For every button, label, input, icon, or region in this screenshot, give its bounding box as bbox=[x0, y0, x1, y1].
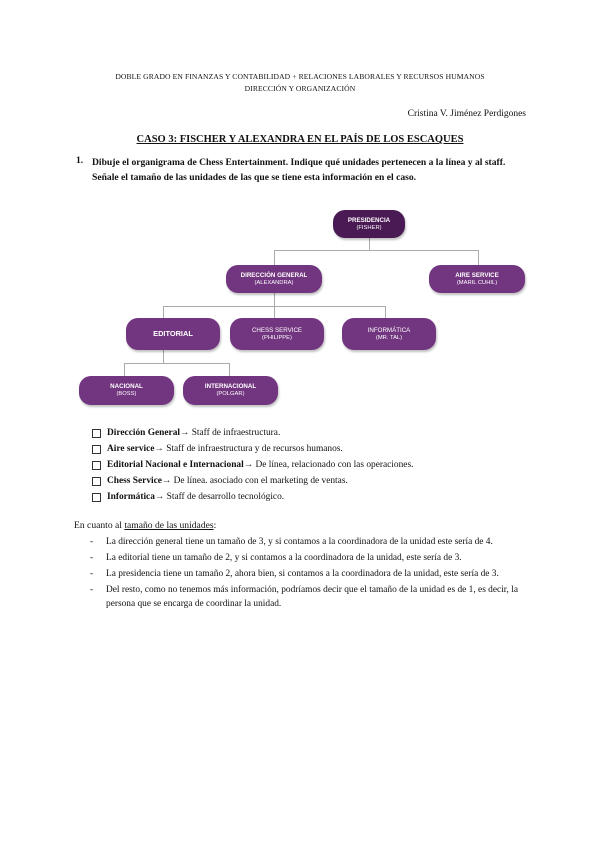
node-internacional: INTERNACIONAL (POLGAR) bbox=[183, 376, 278, 405]
connector bbox=[163, 350, 164, 363]
header-line-2: DIRECCIÓN Y ORGANIZACIÓN bbox=[244, 84, 356, 93]
connector bbox=[385, 306, 386, 318]
connector bbox=[369, 238, 370, 250]
connector bbox=[124, 363, 125, 376]
connector bbox=[478, 250, 479, 265]
node-chess-service: CHESS SERVICE (PHILIPPE) bbox=[230, 318, 324, 350]
question-number: 1. bbox=[76, 155, 84, 166]
checklist-item: Dirección General → Staff de infraestructura. bbox=[92, 425, 413, 441]
connector bbox=[229, 363, 230, 376]
connector bbox=[274, 293, 275, 306]
node-aire-service: AIRE SERVICE (MARIL CUHIL) bbox=[429, 265, 525, 293]
connector bbox=[124, 363, 230, 364]
connector bbox=[274, 306, 275, 318]
node-informatica: INFORMÁTICA (MR. TAL) bbox=[342, 318, 436, 350]
list-item: - La editorial tiene un tamaño de 2, y si contamos a la coordinadora de la unidad, este sería de 3. bbox=[90, 553, 462, 563]
checklist-item: Editorial Nacional e Internacional → De línea, relacionado con las operaciones. bbox=[92, 457, 413, 473]
sizes-list bbox=[90, 535, 530, 613]
list-item: - La dirección general tiene un tamaño de 3, y si contamos a la coordinadora de la unidad este sería de 4. bbox=[90, 537, 493, 547]
list-item: - La presidencia tiene un tamaño 2, ahora bien, si contamos a la coordinadora de la unidad, este sería de 3. bbox=[90, 569, 499, 579]
checklist-item: Chess Service → De línea. asociado con el marketing de ventas. bbox=[92, 473, 413, 489]
page-title: CASO 3: FISCHER Y ALEXANDRA EN EL PAÍS DE LOS ESCAQUES bbox=[136, 134, 464, 145]
checklist-item: Informática → Staff de desarrollo tecnológico. bbox=[92, 489, 413, 505]
checkbox-icon bbox=[92, 461, 101, 470]
checkbox-icon bbox=[92, 493, 101, 502]
author: Cristina V. Jiménez Perdigones bbox=[407, 109, 526, 119]
checkbox-icon bbox=[92, 429, 101, 438]
list-item: - Del resto, como no tenemos más información, podríamos decir que el tamaño de la unidad es de 1, es decir, la persona que se encarga de coordinar la unidad. bbox=[90, 585, 518, 609]
connector bbox=[274, 250, 275, 265]
checklist-item: Aire service → Staff de infraestructura y de recursos humanos. bbox=[92, 441, 413, 457]
node-nacional: NACIONAL (BOSS) bbox=[79, 376, 174, 405]
connector bbox=[163, 306, 164, 318]
checkbox-icon bbox=[92, 445, 101, 454]
header-line-1: DOBLE GRADO EN FINANZAS Y CONTABILIDAD + RELACIONES LABORALES Y RECURSOS HUMANOS bbox=[115, 72, 485, 81]
node-editorial: EDITORIAL bbox=[126, 318, 220, 350]
node-presidencia: PRESIDENCIA (FISHER) bbox=[333, 210, 405, 238]
connector bbox=[274, 250, 479, 251]
unit-checklist bbox=[92, 425, 413, 505]
sizes-intro: En cuanto al tamaño de las unidades: bbox=[74, 520, 217, 531]
checkbox-icon bbox=[92, 477, 101, 486]
node-direccion-general: DIRECCIÓN GENERAL (ALEXANDRA) bbox=[226, 265, 322, 293]
question-text: Dibuje el organigrama de Chess Entertainment. Indique qué unidades pertenecen a la línea y al staff. Señale el tamaño de las unidades de las que se tiene esta información en el caso. bbox=[92, 157, 506, 183]
